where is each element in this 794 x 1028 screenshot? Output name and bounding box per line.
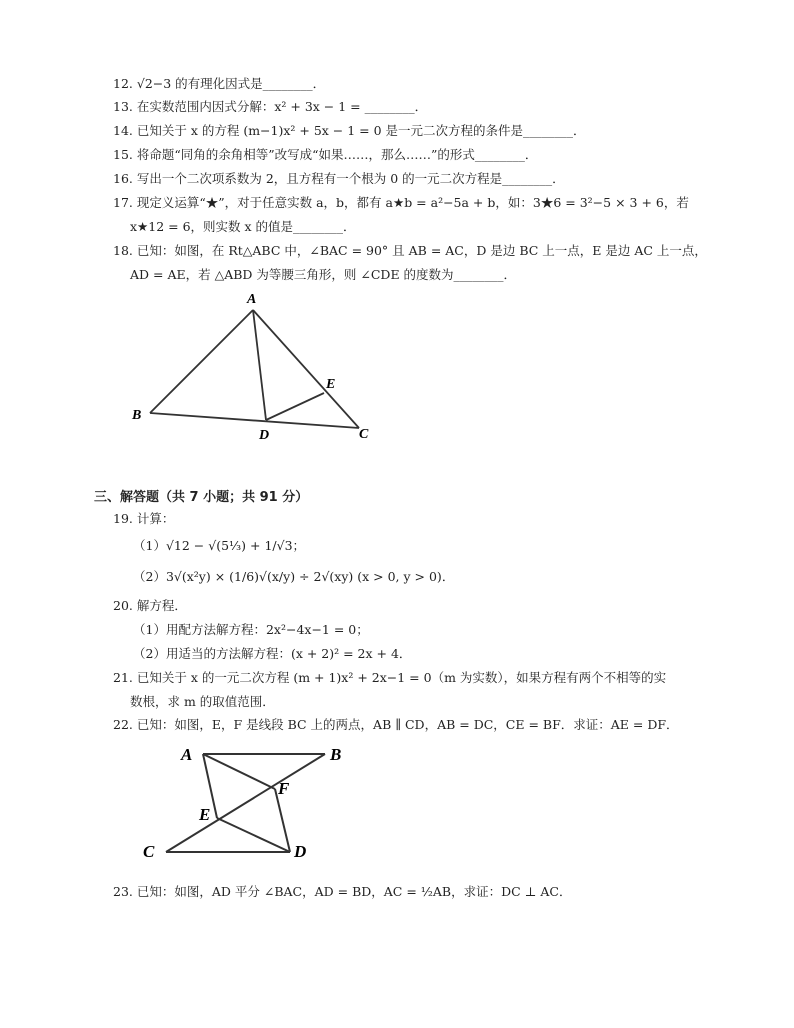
segment-fd (275, 789, 290, 852)
point-label-e: E (199, 805, 211, 824)
point-label-a: A (247, 292, 257, 307)
point-label-b: B (330, 745, 342, 764)
point-label-c: C (143, 842, 155, 861)
segment-de (266, 393, 324, 420)
point-label-c: C (359, 427, 369, 442)
question-20-part2: （2）用适当的方法解方程：(x + 2)² = 2x + 4． (133, 646, 412, 661)
question-21-line1: 21. 已知关于 x 的一元二次方程 (m + 1)x² + 2x−1 = 0（m 为实数），如果方程有两个不相等的实 (113, 670, 667, 685)
question-18-line2: AD = AE，若 △ABD 为等腰三角形，则 ∠CDE 的度数为________． (130, 267, 517, 282)
segment-ad (253, 310, 266, 420)
question-18-line1: 18. 已知：如图，在 Rt△ABC 中，∠BAC = 90° 且 AB = AC，D 是边 BC 上一点，E 是边 AC 上一点， (113, 243, 707, 258)
question-20-title: 20. 解方程． (113, 598, 187, 613)
segment-ed (217, 818, 290, 852)
segment-bc (166, 754, 325, 852)
segment-ac (253, 310, 359, 428)
section-3-heading: 三、解答题（共 7 小题；共 91 分） (94, 490, 309, 505)
segment-ae (203, 754, 217, 818)
point-label-e: E (326, 377, 336, 392)
question-16: 16. 写出一个二次项系数为 2，且方程有一个根为 0 的一元二次方程是________． (113, 171, 565, 186)
question-14: 14. 已知关于 x 的方程 (m−1)x² + 5x − 1 = 0 是一元二次方程的条件是________． (113, 123, 586, 138)
question-23: 23. 已知：如图，AD 平分 ∠BAC，AD = BD，AC = ½AB，求证：DC ⊥ AC． (113, 884, 572, 899)
point-label-d: D (259, 428, 270, 443)
question-20-part1: （1）用配方法解方程：2x²−4x−1 = 0； (133, 622, 369, 637)
question-15: 15. 将命题“同角的余角相等”改写成“如果……，那么……”的形式________． (113, 147, 538, 162)
question-19-part2: （2）3√(x²y) × (1/6)√(x/y) ÷ 2√(xy) (x > 0, y > 0)． (133, 569, 455, 584)
question-19-title: 19. 计算： (113, 511, 175, 526)
segment-ab (150, 310, 253, 413)
question-17-line2: x★12 = 6，则实数 x 的值是________． (130, 219, 356, 234)
question-19-part1: （1）√12 − √(5⅓) + 1/√3； (133, 538, 306, 553)
point-label-b: B (132, 408, 142, 423)
question-12: 12. √2−3 的有理化因式是________． (113, 76, 326, 91)
question-21-line2: 数根，求 m 的取值范围． (130, 694, 275, 709)
question-22: 22. 已知：如图，E，F 是线段 BC 上的两点，AB ∥ CD，AB = DC，CE = BF．求证：AE = DF． (113, 717, 679, 732)
point-label-d: D (294, 842, 307, 861)
question-13: 13. 在实数范围内因式分解：x² + 3x − 1 = ________． (113, 99, 428, 114)
segment-af (203, 754, 275, 789)
question-17-line1: 17. 现定义运算“★”，对于任意实数 a，b，都有 a★b = a²−5a + b，如：3★6 = 3²−5 × 3 + 6，若 (113, 195, 689, 210)
point-label-a: A (181, 745, 193, 764)
point-label-f: F (278, 779, 290, 798)
segment-bc (150, 413, 359, 428)
